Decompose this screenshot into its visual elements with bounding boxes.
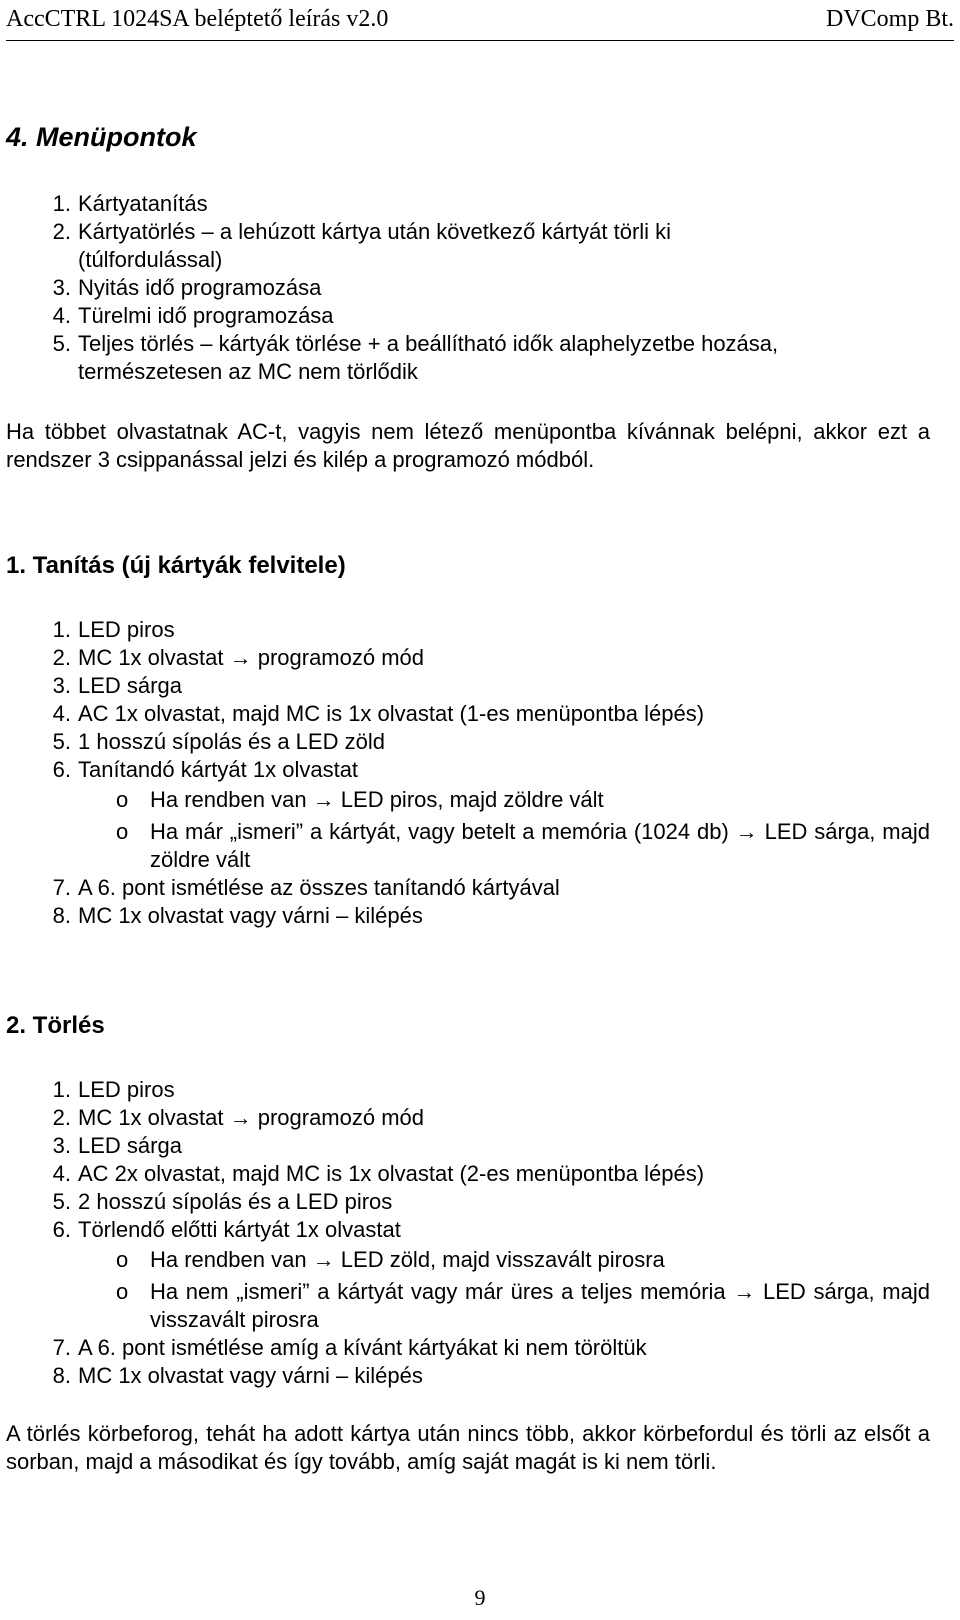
list-text: Törlendő előtti kártyát 1x olvastat [78, 1217, 401, 1242]
list-number: 4. [52, 1161, 71, 1186]
list-text: A 6. pont ismétlése amíg a kívánt kártyákat ki nem töröltük [78, 1335, 647, 1360]
list-item [52, 1104, 930, 1132]
teach-heading: 1. Tanítás (új kártyák felvitele) [6, 552, 346, 579]
list-item [52, 302, 930, 330]
list-item [52, 644, 930, 672]
list-item [52, 1216, 930, 1334]
header-title: AccCTRL 1024SA beléptető leírás v2.0 [6, 6, 389, 32]
list-number: 2. [52, 645, 71, 670]
sub-bullets [0, 786, 930, 874]
list-text: LED sárga [78, 673, 182, 698]
list-item [52, 902, 930, 930]
list-item [52, 874, 930, 902]
list-item [52, 672, 930, 700]
delete-steps [52, 1076, 930, 1390]
bullet-marker: o [116, 1247, 129, 1272]
list-number: 2. [52, 219, 71, 244]
list-number: 6. [52, 757, 71, 782]
list-text-continuation: (túlfordulással) [78, 247, 223, 272]
list-item [52, 190, 930, 218]
list-text: MC 1x olvastat → programozó mód [78, 645, 425, 670]
list-text: LED piros [78, 617, 175, 642]
list-item [52, 1334, 930, 1362]
list-text: LED sárga [78, 1133, 182, 1158]
list-number: 6. [52, 1217, 71, 1242]
list-number: 3. [52, 275, 71, 300]
list-item [52, 756, 930, 874]
page-number: 9 [474, 1585, 486, 1610]
list-number: 4. [52, 303, 71, 328]
closing-paragraph: A törlés körbeforog, tehát ha adott kártya után nincs több, akkor körbefordul és törli az elsőt a sorban, majd a másodikat és így tovább, amíg saját magát is ki nem törli. [6, 1421, 930, 1474]
list-number: 3. [52, 673, 71, 698]
bullet-item [0, 786, 930, 814]
list-number: 2. [52, 1105, 71, 1130]
list-item [52, 330, 930, 386]
list-item [52, 218, 930, 274]
list-text: Türelmi idő programozása [78, 303, 334, 328]
list-item [52, 274, 930, 302]
list-item [52, 728, 930, 756]
list-number: 3. [52, 1133, 71, 1158]
list-number: 7. [52, 875, 71, 900]
list-text: MC 1x olvastat → programozó mód [78, 1105, 425, 1130]
bullet-marker: o [116, 819, 129, 844]
list-number: 1. [52, 617, 71, 642]
list-text: AC 2x olvastat, majd MC is 1x olvastat (2-es menüpontba lépés) [78, 1161, 705, 1186]
teach-steps [52, 616, 930, 930]
list-text: AC 1x olvastat, majd MC is 1x olvastat (1-es menüpontba lépés) [78, 701, 705, 726]
list-text: A 6. pont ismétlése az összes tanítandó kártyával [78, 875, 560, 900]
list-text: Nyitás idő programozása [78, 275, 322, 300]
list-number: 5. [52, 1189, 71, 1214]
list-item [52, 1076, 930, 1104]
header-company: DVComp Bt. [825, 6, 954, 32]
bullet-text: Ha már „ismeri” a kártyát, vagy betelt a memória (1024 db) → LED sárga, majd zöldre vált [150, 819, 930, 872]
bullet-text: Ha rendben van → LED piros, majd zöldre vált [150, 787, 604, 812]
list-item [52, 1362, 930, 1390]
list-item [52, 1188, 930, 1216]
delete-heading: 2. Törlés [6, 1012, 105, 1039]
bullet-marker: o [116, 1279, 129, 1304]
list-item [52, 700, 930, 728]
list-number: 5. [52, 729, 71, 754]
list-number: 1. [52, 1077, 71, 1102]
list-number: 5. [52, 331, 71, 356]
bullet-text: Ha rendben van → LED zöld, majd visszavált pirosra [150, 1247, 665, 1272]
list-text: Tanítandó kártyát 1x olvastat [78, 757, 359, 782]
list-text: LED piros [78, 1077, 175, 1102]
list-text: MC 1x olvastat vagy várni – kilépés [78, 1363, 423, 1388]
list-text: Kártyatörlés – a lehúzott kártya után következő kártyát törli ki [78, 219, 672, 244]
bullet-item [0, 1246, 930, 1274]
section-heading: 4. Menüpontok [6, 122, 197, 152]
list-text: 2 hosszú sípolás és a LED piros [78, 1189, 393, 1214]
page-header [6, 6, 954, 41]
list-item [52, 1132, 930, 1160]
menu-list [52, 190, 930, 386]
bullet-item [0, 1278, 930, 1334]
list-number: 8. [52, 1363, 71, 1388]
list-text: MC 1x olvastat vagy várni – kilépés [78, 903, 423, 928]
list-text: Kártyatanítás [78, 191, 208, 216]
sub-bullets [0, 1246, 930, 1334]
intro-paragraph: Ha többet olvastatnak AC-t, vagyis nem létező menüpontba kívánnak belépni, akkor ezt a rendszer 3 csippanással jelzi és kilép a programozó módból. [6, 419, 930, 472]
list-number: 8. [52, 903, 71, 928]
bullet-text: Ha nem „ismeri” a kártyát vagy már üres a teljes memória → LED sárga, majd visszavált pirosra [150, 1279, 930, 1332]
list-text-continuation: természetesen az MC nem törlődik [78, 359, 418, 384]
bullet-item [0, 818, 930, 874]
list-item [52, 616, 930, 644]
list-item [52, 1160, 930, 1188]
list-number: 7. [52, 1335, 71, 1360]
list-number: 1. [52, 191, 71, 216]
bullet-marker: o [116, 787, 129, 812]
list-text: Teljes törlés – kártyák törlése + a beállítható idők alaphelyzetbe hozása, [78, 331, 779, 356]
list-text: 1 hosszú sípolás és a LED zöld [78, 729, 385, 754]
list-number: 4. [52, 701, 71, 726]
